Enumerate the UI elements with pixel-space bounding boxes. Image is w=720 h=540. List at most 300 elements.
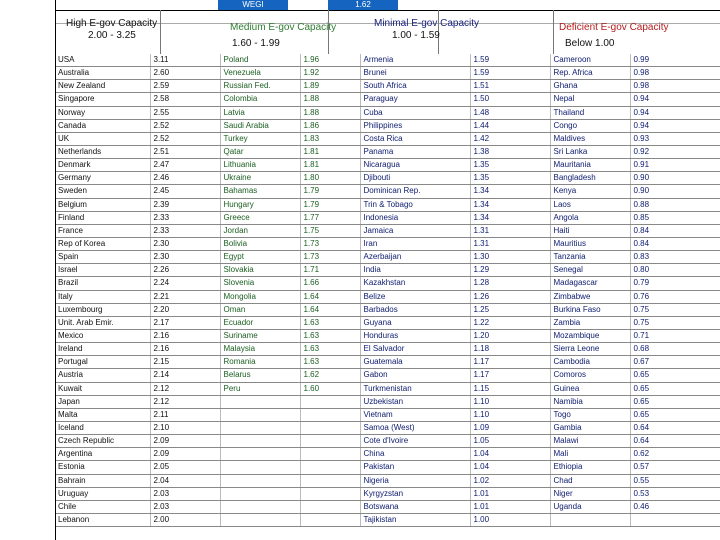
country-name-minimal: India [360, 264, 470, 277]
group-range: Below 1.00 [565, 38, 615, 49]
country-name-high: Netherlands [55, 145, 150, 158]
capacity-value-minimal: 1.31 [470, 224, 550, 237]
country-name-medium [220, 474, 300, 487]
table-row [55, 237, 720, 250]
country-name-medium: Saudi Arabia [220, 119, 300, 132]
capacity-value-medium: 1.79 [300, 198, 360, 211]
capacity-value-minimal: 1.28 [470, 277, 550, 290]
country-name-medium: Mongolia [220, 290, 300, 303]
table-row [55, 500, 720, 513]
capacity-value-medium: 1.79 [300, 185, 360, 198]
capacity-value-high: 2.12 [150, 382, 220, 395]
capacity-value-medium: 1.75 [300, 224, 360, 237]
table-row [55, 132, 720, 145]
capacity-value-high: 2.20 [150, 303, 220, 316]
capacity-value-deficient: 0.90 [630, 185, 720, 198]
capacity-value-medium: 1.64 [300, 303, 360, 316]
capacity-value-high: 2.10 [150, 421, 220, 434]
table-row [55, 316, 720, 329]
country-name-minimal: China [360, 448, 470, 461]
country-name-medium: Egypt [220, 251, 300, 264]
country-name-deficient: Senegal [550, 264, 630, 277]
country-name-deficient: Ghana [550, 80, 630, 93]
country-name-medium: Bolivia [220, 237, 300, 250]
table-row [55, 395, 720, 408]
country-name-high: Unit. Arab Emir. [55, 316, 150, 329]
country-name-minimal: Kyrgyzstan [360, 487, 470, 500]
country-name-deficient: Haiti [550, 224, 630, 237]
capacity-value-deficient: 0.84 [630, 237, 720, 250]
country-name-medium: Hungary [220, 198, 300, 211]
country-name-high: Portugal [55, 356, 150, 369]
table-row [55, 119, 720, 132]
country-name-medium: Greece [220, 211, 300, 224]
capacity-value-high: 2.39 [150, 198, 220, 211]
country-name-minimal: Kazakhstan [360, 277, 470, 290]
country-name-minimal: Turkmenistan [360, 382, 470, 395]
capacity-value-minimal: 1.30 [470, 251, 550, 264]
capacity-value-high: 2.46 [150, 172, 220, 185]
capacity-value-deficient: 0.94 [630, 106, 720, 119]
capacity-value-medium: 1.81 [300, 159, 360, 172]
capacity-value-minimal: 1.17 [470, 369, 550, 382]
country-name-minimal: Honduras [360, 329, 470, 342]
capacity-value-high: 2.00 [150, 513, 220, 526]
country-name-deficient: Mali [550, 448, 630, 461]
country-name-deficient: Mauritius [550, 237, 630, 250]
capacity-value-medium: 1.89 [300, 80, 360, 93]
country-name-deficient: Ethiopia [550, 461, 630, 474]
capacity-value-deficient: 0.76 [630, 290, 720, 303]
country-name-medium [220, 513, 300, 526]
country-name-medium: Colombia [220, 93, 300, 106]
country-name-medium: Venezuela [220, 67, 300, 80]
capacity-value-deficient: 0.57 [630, 461, 720, 474]
capacity-value-medium: 1.60 [300, 382, 360, 395]
capacity-value-minimal: 1.01 [470, 487, 550, 500]
capacity-value-high: 3.11 [150, 54, 220, 67]
capacity-value-medium: 1.73 [300, 237, 360, 250]
capacity-value-high: 2.14 [150, 369, 220, 382]
country-name-high: Malta [55, 408, 150, 421]
capacity-value-minimal: 1.48 [470, 106, 550, 119]
capacity-value-high: 2.03 [150, 487, 220, 500]
country-name-minimal: Guyana [360, 316, 470, 329]
country-name-high: Australia [55, 67, 150, 80]
capacity-value-medium: 1.63 [300, 329, 360, 342]
capacity-value-high: 2.03 [150, 500, 220, 513]
capacity-value-deficient: 0.98 [630, 67, 720, 80]
capacity-value-high: 2.12 [150, 395, 220, 408]
capacity-value-deficient: 0.46 [630, 500, 720, 513]
group-title: High E-gov Capacity [66, 18, 158, 29]
capacity-value-minimal: 1.10 [470, 395, 550, 408]
country-name-high: Finland [55, 211, 150, 224]
country-name-deficient: Maldives [550, 132, 630, 145]
table-row [55, 277, 720, 290]
capacity-value-deficient: 0.55 [630, 474, 720, 487]
capacity-value-deficient: 0.88 [630, 198, 720, 211]
top-bar-cell-label: WEGI [218, 0, 288, 10]
group-range: 1.00 - 1.59 [392, 30, 440, 41]
capacity-value-minimal: 1.26 [470, 290, 550, 303]
capacity-value-medium: 1.88 [300, 106, 360, 119]
country-name-deficient: Rep. Africa [550, 67, 630, 80]
country-name-minimal: Samoa (West) [360, 421, 470, 434]
capacity-value-minimal: 1.02 [470, 474, 550, 487]
capacity-value-medium: 1.62 [300, 369, 360, 382]
country-name-minimal: Cote d'Ivoire [360, 435, 470, 448]
country-name-minimal: Cuba [360, 106, 470, 119]
country-name-high: Singapore [55, 93, 150, 106]
capacity-value-minimal: 1.18 [470, 343, 550, 356]
country-name-deficient: Sierra Leone [550, 343, 630, 356]
country-name-medium: Ukraine [220, 172, 300, 185]
country-name-high: Belgium [55, 198, 150, 211]
country-name-deficient: Zimbabwe [550, 290, 630, 303]
capacity-value-medium: 1.81 [300, 145, 360, 158]
country-name-deficient: Cameroon [550, 54, 630, 67]
country-name-deficient: Cambodia [550, 356, 630, 369]
country-name-minimal: Guatemala [360, 356, 470, 369]
table-row [55, 93, 720, 106]
country-name-medium: Russian Fed. [220, 80, 300, 93]
capacity-value-minimal: 1.00 [470, 513, 550, 526]
capacity-value-deficient: 0.93 [630, 132, 720, 145]
group-header-minimal [374, 18, 504, 54]
country-name-high: Japan [55, 395, 150, 408]
country-name-high: USA [55, 54, 150, 67]
capacity-value-high: 2.47 [150, 159, 220, 172]
country-name-minimal: Panama [360, 145, 470, 158]
table-row [55, 435, 720, 448]
capacity-value-medium [300, 500, 360, 513]
capacity-value-high: 2.30 [150, 251, 220, 264]
country-name-deficient: Bangladesh [550, 172, 630, 185]
country-name-deficient: Togo [550, 408, 630, 421]
country-name-deficient: Uganda [550, 500, 630, 513]
group-title: Minimal E-gov Capacity [374, 18, 480, 29]
capacity-value-medium: 1.96 [300, 54, 360, 67]
top-bar-cell-value: 1.62 [328, 0, 398, 10]
country-name-medium: Peru [220, 382, 300, 395]
capacity-value-high: 2.59 [150, 80, 220, 93]
country-name-minimal: South Africa [360, 80, 470, 93]
country-name-deficient: Congo [550, 119, 630, 132]
capacity-value-deficient: 0.90 [630, 172, 720, 185]
capacity-value-minimal: 1.17 [470, 356, 550, 369]
table-row [55, 303, 720, 316]
capacity-value-medium: 1.83 [300, 132, 360, 145]
capacity-value-minimal: 1.09 [470, 421, 550, 434]
country-name-medium: Turkey [220, 132, 300, 145]
table-row [55, 461, 720, 474]
capacity-value-medium [300, 395, 360, 408]
capacity-value-medium: 1.66 [300, 277, 360, 290]
country-name-minimal: Nicaragua [360, 159, 470, 172]
capacity-value-medium: 1.80 [300, 172, 360, 185]
capacity-value-minimal: 1.10 [470, 408, 550, 421]
capacity-value-deficient: 0.94 [630, 93, 720, 106]
table-row [55, 290, 720, 303]
capacity-value-high: 2.16 [150, 343, 220, 356]
table-row [55, 421, 720, 434]
country-name-high: Norway [55, 106, 150, 119]
table-row [55, 106, 720, 119]
capacity-value-minimal: 1.38 [470, 145, 550, 158]
capacity-value-deficient: 0.65 [630, 395, 720, 408]
country-name-high: Spain [55, 251, 150, 264]
capacity-value-high: 2.04 [150, 474, 220, 487]
group-title: Deficient E-gov Capacity [559, 22, 669, 33]
capacity-value-minimal: 1.22 [470, 316, 550, 329]
country-name-minimal: Armenia [360, 54, 470, 67]
country-name-medium: Malaysia [220, 343, 300, 356]
top-rule [55, 10, 720, 11]
table-row [55, 54, 720, 67]
capacity-value-deficient: 0.68 [630, 343, 720, 356]
country-name-high: Czech Republic [55, 435, 150, 448]
capacity-value-minimal: 1.42 [470, 132, 550, 145]
capacity-value-deficient: 0.71 [630, 329, 720, 342]
capacity-value-deficient: 0.83 [630, 251, 720, 264]
country-name-minimal: Brunei [360, 67, 470, 80]
country-name-deficient: Comoros [550, 369, 630, 382]
group-title: Medium E-gov Capacity [230, 22, 337, 33]
capacity-value-deficient: 0.64 [630, 435, 720, 448]
table-row [55, 67, 720, 80]
table-row [55, 211, 720, 224]
country-name-minimal: Philippines [360, 119, 470, 132]
capacity-value-deficient: 0.64 [630, 421, 720, 434]
top-bar [60, 0, 720, 10]
country-name-minimal: Botswana [360, 500, 470, 513]
country-name-minimal: Uzbekistan [360, 395, 470, 408]
country-name-high: UK [55, 132, 150, 145]
country-name-deficient: Madagascar [550, 277, 630, 290]
capacity-value-deficient: 0.80 [630, 264, 720, 277]
table-row [55, 80, 720, 93]
country-name-high: Kuwait [55, 382, 150, 395]
country-name-medium [220, 435, 300, 448]
capacity-value-minimal: 1.15 [470, 382, 550, 395]
capacity-value-medium [300, 421, 360, 434]
capacity-value-medium [300, 408, 360, 421]
country-name-medium: Jordan [220, 224, 300, 237]
country-name-high: Brazil [55, 277, 150, 290]
country-name-medium: Romania [220, 356, 300, 369]
capacity-value-deficient [630, 513, 720, 526]
capacity-value-medium: 1.63 [300, 316, 360, 329]
table-row [55, 251, 720, 264]
header-divider [553, 10, 554, 54]
country-name-deficient: Nepal [550, 93, 630, 106]
country-name-medium [220, 500, 300, 513]
group-range: 2.00 - 3.25 [88, 30, 136, 41]
country-name-minimal: Paraguay [360, 93, 470, 106]
group-range: 1.60 - 1.99 [232, 38, 280, 49]
group-header-high [66, 18, 186, 54]
capacity-value-deficient: 0.67 [630, 356, 720, 369]
country-name-medium: Suriname [220, 329, 300, 342]
capacity-value-high: 2.58 [150, 93, 220, 106]
table-row [55, 185, 720, 198]
table-row [55, 487, 720, 500]
country-name-high: France [55, 224, 150, 237]
capacity-value-deficient: 0.65 [630, 382, 720, 395]
country-name-medium: Lithuania [220, 159, 300, 172]
country-name-minimal: Barbados [360, 303, 470, 316]
country-name-minimal: Belize [360, 290, 470, 303]
capacity-value-high: 2.17 [150, 316, 220, 329]
capacity-grid [55, 54, 720, 527]
country-name-deficient: Chad [550, 474, 630, 487]
country-name-deficient: Tanzania [550, 251, 630, 264]
table-row [55, 448, 720, 461]
country-name-high: Israel [55, 264, 150, 277]
table-row [55, 356, 720, 369]
table-row [55, 264, 720, 277]
capacity-value-deficient: 0.92 [630, 145, 720, 158]
capacity-value-high: 2.33 [150, 224, 220, 237]
country-name-medium: Qatar [220, 145, 300, 158]
country-name-medium: Slovenia [220, 277, 300, 290]
country-name-deficient: Guinea [550, 382, 630, 395]
country-name-medium: Slovakia [220, 264, 300, 277]
capacity-value-deficient: 0.53 [630, 487, 720, 500]
country-name-deficient: Angola [550, 211, 630, 224]
capacity-value-high: 2.05 [150, 461, 220, 474]
capacity-value-medium [300, 474, 360, 487]
country-name-minimal: Jamaica [360, 224, 470, 237]
table-row [55, 172, 720, 185]
capacity-value-medium: 1.73 [300, 251, 360, 264]
capacity-value-minimal: 1.35 [470, 172, 550, 185]
capacity-value-deficient: 0.84 [630, 224, 720, 237]
table-row [55, 329, 720, 342]
capacity-value-high: 2.33 [150, 211, 220, 224]
country-name-deficient: Mozambique [550, 329, 630, 342]
capacity-value-minimal: 1.01 [470, 500, 550, 513]
country-name-high: Rep of Korea [55, 237, 150, 250]
capacity-value-minimal: 1.50 [470, 93, 550, 106]
country-name-medium [220, 421, 300, 434]
country-name-minimal: Trin & Tobago [360, 198, 470, 211]
table-row [55, 224, 720, 237]
capacity-value-deficient: 0.79 [630, 277, 720, 290]
capacity-value-medium: 1.63 [300, 356, 360, 369]
country-name-medium [220, 408, 300, 421]
capacity-value-minimal: 1.34 [470, 211, 550, 224]
capacity-value-medium: 1.71 [300, 264, 360, 277]
country-name-minimal: Gabon [360, 369, 470, 382]
country-name-high: Iceland [55, 421, 150, 434]
capacity-value-deficient: 0.65 [630, 408, 720, 421]
table-row [55, 382, 720, 395]
capacity-value-high: 2.21 [150, 290, 220, 303]
capacity-value-medium: 1.64 [300, 290, 360, 303]
country-name-deficient: Zambia [550, 316, 630, 329]
capacity-value-high: 2.60 [150, 67, 220, 80]
capacity-value-minimal: 1.34 [470, 185, 550, 198]
capacity-value-deficient: 0.65 [630, 369, 720, 382]
country-name-medium [220, 487, 300, 500]
capacity-value-medium: 1.77 [300, 211, 360, 224]
capacity-value-deficient: 0.94 [630, 119, 720, 132]
country-name-minimal: Dominican Rep. [360, 185, 470, 198]
country-name-deficient [550, 513, 630, 526]
country-name-deficient: Kenya [550, 185, 630, 198]
capacity-value-minimal: 1.05 [470, 435, 550, 448]
capacity-value-minimal: 1.44 [470, 119, 550, 132]
country-name-deficient: Thailand [550, 106, 630, 119]
table-row [55, 159, 720, 172]
capacity-value-deficient: 0.91 [630, 159, 720, 172]
country-name-high: Canada [55, 119, 150, 132]
country-name-minimal: Tajikistan [360, 513, 470, 526]
capacity-value-minimal: 1.35 [470, 159, 550, 172]
country-name-high: Argentina [55, 448, 150, 461]
capacity-value-high: 2.11 [150, 408, 220, 421]
country-name-deficient: Mauritania [550, 159, 630, 172]
capacity-value-medium: 1.88 [300, 93, 360, 106]
capacity-value-minimal: 1.31 [470, 237, 550, 250]
capacity-value-deficient: 0.99 [630, 54, 720, 67]
capacity-value-medium: 1.86 [300, 119, 360, 132]
capacity-value-high: 2.09 [150, 435, 220, 448]
capacity-value-high: 2.30 [150, 237, 220, 250]
country-name-deficient: Namibia [550, 395, 630, 408]
capacity-value-minimal: 1.59 [470, 67, 550, 80]
capacity-value-medium [300, 513, 360, 526]
country-name-minimal: Pakistan [360, 461, 470, 474]
country-name-minimal: Iran [360, 237, 470, 250]
capacity-value-minimal: 1.04 [470, 448, 550, 461]
country-name-high: Ireland [55, 343, 150, 356]
capacity-value-deficient: 0.75 [630, 303, 720, 316]
country-name-minimal: Azerbaijan [360, 251, 470, 264]
country-name-medium: Bahamas [220, 185, 300, 198]
country-name-medium: Belarus [220, 369, 300, 382]
capacity-value-deficient: 0.62 [630, 448, 720, 461]
table-row [55, 474, 720, 487]
capacity-value-high: 2.45 [150, 185, 220, 198]
country-name-medium [220, 461, 300, 474]
country-name-high: Uruguay [55, 487, 150, 500]
country-name-high: Germany [55, 172, 150, 185]
country-name-high: Denmark [55, 159, 150, 172]
capacity-value-medium [300, 461, 360, 474]
country-name-high: New Zealand [55, 80, 150, 93]
country-name-high: Bahrain [55, 474, 150, 487]
capacity-value-high: 2.09 [150, 448, 220, 461]
country-name-high: Austria [55, 369, 150, 382]
country-name-medium [220, 448, 300, 461]
country-name-medium: Oman [220, 303, 300, 316]
country-name-high: Luxembourg [55, 303, 150, 316]
country-name-deficient: Niger [550, 487, 630, 500]
country-name-deficient: Gambia [550, 421, 630, 434]
capacity-value-high: 2.26 [150, 264, 220, 277]
country-name-deficient: Laos [550, 198, 630, 211]
capacity-value-deficient: 0.85 [630, 211, 720, 224]
country-name-high: Chile [55, 500, 150, 513]
capacity-value-minimal: 1.25 [470, 303, 550, 316]
capacity-value-medium [300, 435, 360, 448]
country-name-high: Italy [55, 290, 150, 303]
country-name-high: Sweden [55, 185, 150, 198]
capacity-value-deficient: 0.75 [630, 316, 720, 329]
